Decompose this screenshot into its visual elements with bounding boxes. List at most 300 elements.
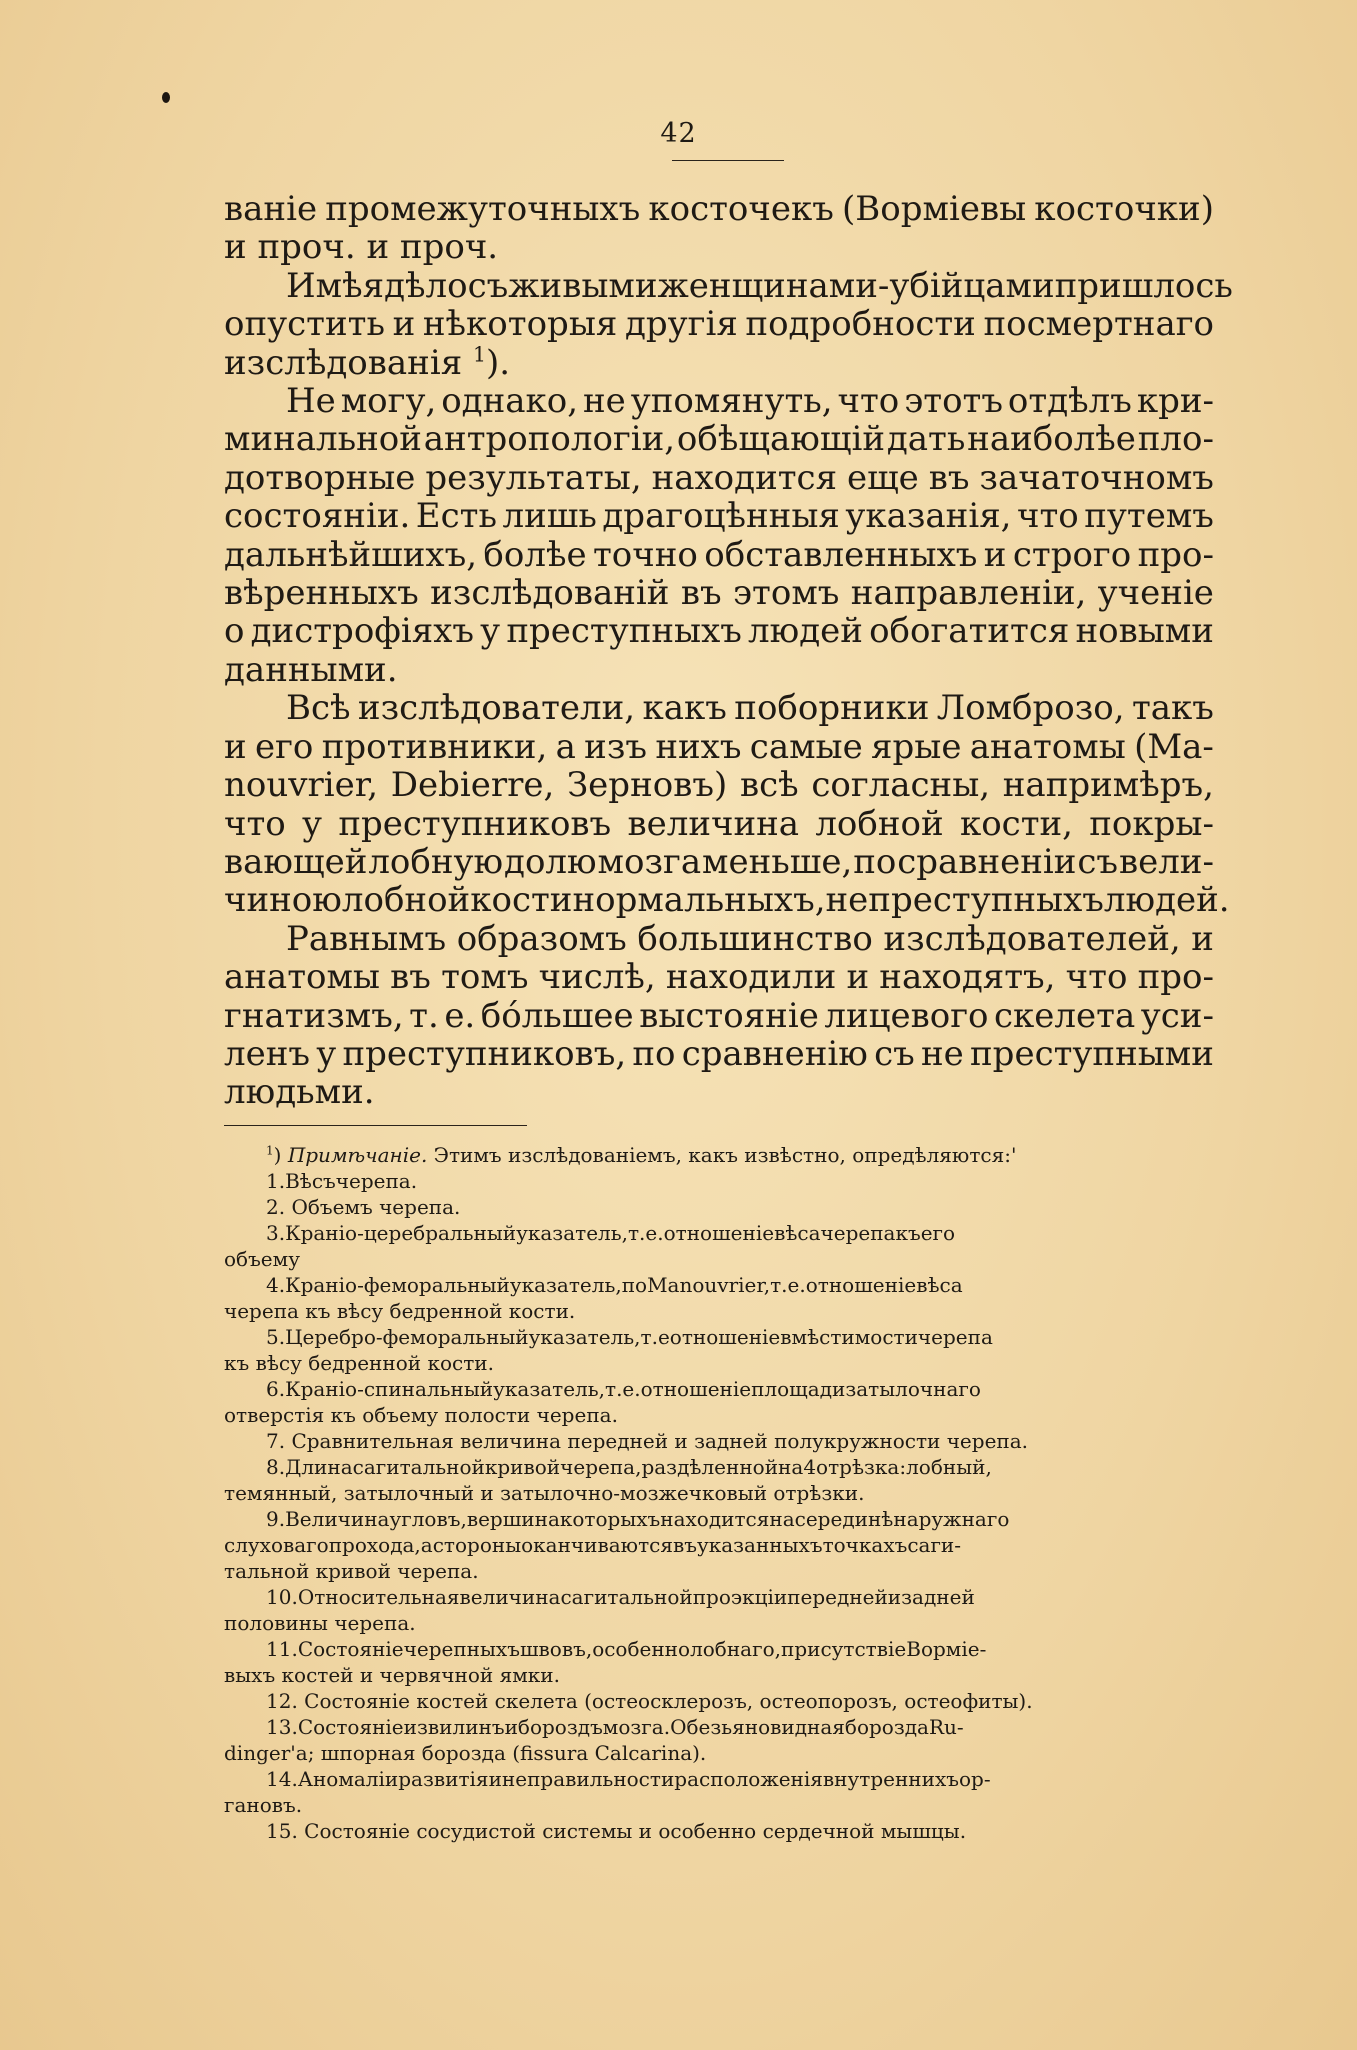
word: задней (901, 1585, 975, 1609)
word: изслѣдователи, (357, 688, 636, 729)
word: противники, (321, 726, 548, 767)
footnote-line: къ вѣсу бедренной кости. (224, 1351, 494, 1375)
body-line: людьми. (224, 1072, 375, 1113)
word: непреступныхъ (825, 880, 1104, 921)
footnote-line (224, 1636, 1214, 1662)
word: чиною (224, 880, 342, 921)
word: женщинами-убійцами (657, 265, 1055, 306)
word: отношеніе (805, 1273, 917, 1297)
word: ваніе (224, 189, 318, 229)
word: вѣса (916, 1273, 963, 1297)
footnote-line: отверстія къ объему полости черепа. (224, 1403, 618, 1427)
body-line (224, 843, 1214, 881)
footnote-line: половины черепа. (224, 1611, 416, 1635)
word: лобнаго, (690, 1637, 781, 1661)
word: расположенія (674, 1767, 823, 1791)
body-line (224, 958, 1214, 996)
word: и (887, 1585, 902, 1609)
word: меньше, (702, 841, 853, 882)
word: пло- (1137, 419, 1214, 460)
word: упомянуть, (630, 381, 833, 422)
word: величина (627, 803, 800, 844)
footnote-line: 2. Объемъ черепа. (266, 1195, 461, 1219)
footnote-line (224, 1584, 1214, 1610)
word: Manouvrier, (647, 1273, 771, 1297)
footnote-line (224, 1506, 1214, 1532)
word: строго (1012, 534, 1132, 575)
word: вѣса (774, 1221, 821, 1245)
word: преступниковъ, (342, 1033, 627, 1074)
word: угловъ, (389, 1507, 467, 1531)
footnote-line: выхъ костей и червячной ямки. (224, 1663, 560, 1687)
word: анатомы (224, 957, 380, 998)
word: не (921, 1033, 964, 1074)
word: вершина (466, 1507, 560, 1531)
word: покры- (1089, 803, 1214, 844)
word: е. (787, 1273, 806, 1297)
word: черепа (820, 1221, 896, 1245)
word: (Ма- (1134, 726, 1214, 767)
footnote-line (224, 1714, 1214, 1740)
body-line (224, 190, 1214, 228)
word: площади (751, 1377, 846, 1401)
word: лицевого (824, 995, 989, 1036)
word: черепа. (335, 1169, 418, 1193)
word: лобную (368, 841, 504, 882)
word: въ (672, 1533, 697, 1557)
word: подробности (745, 304, 976, 345)
word: внутреннихъ (822, 1767, 959, 1791)
word: ярые (871, 726, 962, 767)
word: путемъ (1084, 496, 1214, 537)
body-line (224, 880, 1230, 921)
word: Ворміе- (906, 1637, 987, 1661)
word: лишь (502, 496, 597, 537)
footnote-label: Примѣчаніе. (287, 1143, 428, 1167)
footnote-line: черепа къ вѣсу бедренной кости. (224, 1299, 576, 1323)
footnote-line (224, 1168, 1214, 1194)
footnote-line: объему (224, 1247, 300, 1271)
word: (Ворміевы (842, 189, 1027, 229)
word: присутствіе (780, 1637, 907, 1661)
word: преступниковъ (338, 803, 612, 844)
body-line (224, 344, 1214, 382)
word: въ (928, 457, 970, 498)
word: вѣренныхъ (224, 573, 419, 614)
word: затылочнаго (845, 1377, 981, 1401)
word: извилинъ (403, 1715, 505, 1739)
word: е (657, 1325, 670, 1349)
word: т. (770, 1273, 788, 1297)
word: 4 (803, 1455, 817, 1479)
footnote-line: тальной кривой черепа. (224, 1559, 479, 1583)
word: дѣло (384, 265, 468, 306)
word: раздѣленной (641, 1455, 779, 1479)
word: результаты, (425, 457, 642, 498)
body-line-text: изслѣдованія (224, 342, 463, 383)
word: такъ (1131, 688, 1214, 729)
word: ор- (958, 1767, 991, 1791)
footnote-line (224, 1532, 1214, 1558)
word: е. (645, 1221, 664, 1245)
word: указанія, (845, 496, 1012, 537)
word: кости (470, 880, 573, 921)
word: Величина (285, 1507, 390, 1531)
word: что (837, 381, 900, 422)
footnote-line (224, 1454, 1214, 1480)
word: бороздъ (517, 1715, 603, 1739)
word: на (778, 1455, 804, 1479)
word: что (1016, 496, 1079, 537)
word: обѣщающій (676, 419, 885, 460)
word: этомъ (733, 573, 840, 614)
word: отрѣзка: (816, 1455, 907, 1479)
word: Есть (415, 496, 497, 537)
word: обставленныхъ (704, 534, 978, 575)
word: точно (592, 534, 698, 575)
word: всѣ (739, 765, 799, 806)
word: томъ (441, 957, 529, 998)
word: сравненіи (897, 841, 1077, 882)
word: кри- (1136, 381, 1214, 422)
body-line: и проч. и проч. (224, 227, 499, 268)
word: черепа (917, 1325, 993, 1349)
word: лобный, (906, 1455, 992, 1479)
word: его (254, 726, 314, 767)
word: нихъ (655, 726, 742, 767)
word: у (302, 803, 323, 844)
word: находится (660, 1507, 770, 1531)
word: и (504, 1715, 518, 1739)
word: отношеніе (669, 1325, 781, 1349)
word: Состояніе (297, 1637, 404, 1661)
word: съ (874, 1033, 915, 1074)
word: и (224, 726, 247, 767)
word: у (316, 1033, 337, 1074)
word: у (480, 611, 501, 652)
footnote-line (224, 1324, 1214, 1350)
body-line (224, 305, 1214, 343)
word: изслѣдованій (430, 573, 670, 614)
word: борозда (844, 1715, 929, 1739)
word: проэкціи (692, 1585, 788, 1609)
footnote-line: гановъ. (224, 1793, 303, 1817)
footnote-line (224, 1220, 1214, 1246)
word: косточекъ (648, 189, 834, 229)
word: опустить (224, 304, 385, 345)
word: преступными (970, 1033, 1214, 1074)
footnote-line (224, 1272, 1214, 1298)
word: лобной (341, 880, 471, 921)
word: находятъ, (879, 957, 1056, 998)
footnote-ref[interactable]: 1 (472, 342, 486, 367)
body-line (224, 728, 1214, 766)
word: что (224, 803, 286, 844)
word: Длина (285, 1455, 353, 1479)
footnote-rule (224, 1125, 527, 1126)
body-text (224, 189, 1233, 1113)
word: ученіе (1097, 573, 1214, 614)
body-line (224, 574, 1214, 612)
word: слуховаго (224, 1533, 329, 1557)
word: долю (504, 841, 597, 882)
word: съ (467, 265, 509, 306)
word: и (392, 304, 416, 345)
word: Debierre, (390, 765, 555, 806)
word: нормальныхъ, (572, 880, 826, 921)
footnote-line: dinger'a; шпорная борозда (fissura Calcarina). (224, 1741, 707, 1765)
word: е. (622, 1377, 641, 1401)
word: числѣ, (538, 957, 656, 998)
word: не (583, 381, 626, 422)
word: 11. (266, 1637, 298, 1661)
word: которыхъ (559, 1507, 661, 1531)
word: бóльшее (480, 995, 634, 1036)
word: однако, (441, 381, 579, 422)
word: поборники (734, 688, 930, 729)
word: дальнѣйшихъ, (224, 534, 478, 575)
body-line (224, 420, 1214, 458)
word: дать (886, 419, 966, 460)
word: кривой (484, 1455, 561, 1479)
word: про- (1137, 534, 1214, 575)
word: въ (680, 573, 722, 614)
word: вели- (1118, 841, 1214, 882)
word: указанныхъ (696, 1533, 823, 1557)
word: ленъ (224, 1033, 311, 1074)
word: 10. (266, 1585, 298, 1609)
word: нѣкоторыя (422, 304, 618, 345)
word: саги- (907, 1533, 962, 1557)
word: антропологіи, (423, 419, 676, 460)
word: т. (640, 1325, 658, 1349)
body-line (224, 612, 1214, 650)
word: преступныхъ (506, 611, 742, 652)
body-line (224, 805, 1214, 843)
body-line (224, 689, 1214, 727)
body-line (224, 1035, 1214, 1073)
word: 14. (266, 1767, 298, 1791)
word: точкахъ (822, 1533, 908, 1557)
word: Краніо-феморальный (285, 1273, 510, 1297)
word: направленіи, (850, 573, 1087, 614)
word: отношеніе (663, 1221, 775, 1245)
word: мозга (597, 841, 702, 882)
footnote-marker: 1 (266, 1143, 274, 1158)
word: гнатизмъ, (224, 995, 404, 1036)
word: изъ (584, 726, 648, 767)
footnote-line: 12. Состояніе костей скелета (остеосклерозъ, остеопорозъ, остеофиты). (266, 1689, 1033, 1713)
word: Краніо-спинальный (285, 1377, 494, 1401)
word: находится (651, 457, 838, 498)
word: какъ (642, 688, 727, 729)
word: сагитальной (352, 1455, 485, 1479)
body-line (224, 265, 1233, 306)
page-number: 42 (660, 118, 697, 149)
body-line (224, 997, 1214, 1035)
word: лобной (815, 803, 944, 844)
word: про- (1137, 957, 1214, 998)
word: анатомы (969, 726, 1126, 767)
word: Зерновъ) (567, 765, 728, 806)
word: что (1065, 957, 1128, 998)
footnote-text: Этимъ изслѣдованіемъ, какъ извѣстно, опредѣляются:' (433, 1143, 1017, 1167)
body-line (224, 536, 1214, 574)
word: по (621, 1273, 648, 1297)
body-line (224, 766, 1214, 804)
word: этотъ (904, 381, 1003, 422)
word: Церебро-феморальный (285, 1325, 529, 1349)
word: указатель, (516, 1221, 628, 1245)
word: Ломброзо, (936, 688, 1125, 729)
word: находили (665, 957, 837, 998)
body-line (224, 497, 1214, 535)
word: другія (624, 304, 738, 345)
footnote-line: 15. Состояніе сосудистой системы и особенно сердечной мышцы. (266, 1819, 967, 1843)
word: пришлось (1054, 265, 1233, 306)
footnote-line (224, 1142, 1214, 1168)
word: стороны (432, 1533, 522, 1557)
footnote-line (224, 1376, 1214, 1402)
word: выстояніе (639, 995, 819, 1036)
word: посмертнаго (983, 304, 1214, 345)
word: указатель, (493, 1377, 605, 1401)
word: передней (787, 1585, 888, 1609)
word: развитія (398, 1767, 489, 1791)
word: зачаточномъ (979, 457, 1214, 498)
word: т. (627, 1221, 646, 1245)
word: большинство (637, 918, 873, 959)
word: указатель, (509, 1273, 622, 1297)
word: Обезьяновидная (670, 1715, 845, 1739)
word: и (488, 1767, 502, 1791)
word: косточки) (1034, 189, 1214, 229)
word: состояніи. (224, 496, 411, 537)
word: дистрофіяхъ (250, 611, 475, 652)
page-number-rule (672, 160, 784, 161)
word: Всѣ (286, 688, 351, 729)
word: а (420, 1533, 433, 1557)
word: Относительная (297, 1585, 460, 1609)
word: т. (605, 1377, 623, 1401)
body-line: данными. (224, 649, 398, 690)
word: 5. (266, 1325, 286, 1349)
word: изслѣдователей, (883, 918, 1181, 959)
word: Ru- (928, 1715, 964, 1739)
word: черепныхъ (403, 1637, 520, 1661)
word: къ (895, 1221, 921, 1245)
word: черепа, (560, 1455, 642, 1479)
word: отдѣлъ (1007, 381, 1132, 422)
footnote-ref-close: ). (485, 342, 511, 383)
word: людей (748, 611, 863, 652)
footnote-line: 7. Сравнительная величина передней и задней полукружности черепа. (266, 1429, 1029, 1453)
word: Вѣсъ (285, 1169, 336, 1193)
word: т. (409, 995, 439, 1036)
word: по (853, 841, 897, 882)
word: указатель, (528, 1325, 641, 1349)
word: и (1191, 918, 1214, 959)
word: Имѣя (286, 265, 385, 306)
word: неправильности (501, 1767, 675, 1791)
word: самые (749, 726, 863, 767)
word: болѣе (483, 534, 587, 575)
word: Равнымъ (286, 918, 447, 959)
word: вмѣстимости (780, 1325, 918, 1349)
word: отношеніе (640, 1377, 752, 1401)
word: живыми (508, 265, 658, 306)
word: швовъ, (519, 1637, 593, 1661)
word: величина (459, 1585, 561, 1609)
word: сагитальной (560, 1585, 693, 1609)
word: на (769, 1507, 795, 1531)
word: дотворные (224, 457, 416, 498)
word: вающей (224, 841, 368, 882)
paper-speck (162, 92, 170, 103)
word: и (846, 957, 870, 998)
word: nouvrier, (224, 765, 379, 806)
word: Не (286, 381, 336, 422)
word: скелета (994, 995, 1136, 1036)
word: 4. (266, 1273, 286, 1297)
word: 8. (266, 1455, 286, 1479)
word: образомъ (456, 918, 627, 959)
word: обогатится (869, 611, 1070, 652)
word: прохода, (328, 1533, 421, 1557)
word: напримѣръ, (1002, 765, 1214, 806)
body-line (224, 920, 1214, 958)
word: а (555, 726, 576, 767)
word: серединѣ (794, 1507, 894, 1531)
word: особенно (592, 1637, 691, 1661)
word: сравненію (681, 1033, 868, 1074)
word: уси- (1140, 995, 1214, 1036)
word: еще (846, 457, 919, 498)
word: Состояніе (297, 1715, 404, 1739)
word: оканчиваются (521, 1533, 673, 1557)
word: минальной (224, 419, 422, 460)
body-line (224, 382, 1214, 420)
footnotes (224, 1142, 1214, 1844)
word: 3. (266, 1221, 286, 1245)
word: Аномаліи (297, 1767, 399, 1791)
word: 1. (266, 1169, 286, 1193)
footnote-line: темянный, затылочный и затылочно-мозжечковый отрѣзки. (224, 1481, 865, 1505)
word: кости, (959, 803, 1073, 844)
body-line (224, 459, 1214, 497)
word: въ (390, 957, 431, 998)
word: могу, (340, 381, 437, 422)
word: по (632, 1033, 676, 1074)
word: съ (1077, 841, 1119, 882)
word: е. (444, 995, 476, 1036)
word: новыми (1075, 611, 1214, 652)
word: людей. (1103, 880, 1230, 921)
footnote-marker-close: ) (273, 1143, 282, 1167)
word: мозга. (602, 1715, 671, 1739)
footnote-line (224, 1766, 1214, 1792)
word: 13. (266, 1715, 298, 1739)
word: и (983, 534, 1007, 575)
word: его (920, 1221, 956, 1245)
word: промежуточныхъ (325, 189, 641, 229)
word: Краніо-церебральный (285, 1221, 517, 1245)
word: драгоцѣнныя (602, 496, 840, 537)
word: наиболѣе (967, 419, 1136, 460)
word: 9. (266, 1507, 286, 1531)
word: 6. (266, 1377, 286, 1401)
word: согласны, (811, 765, 991, 806)
